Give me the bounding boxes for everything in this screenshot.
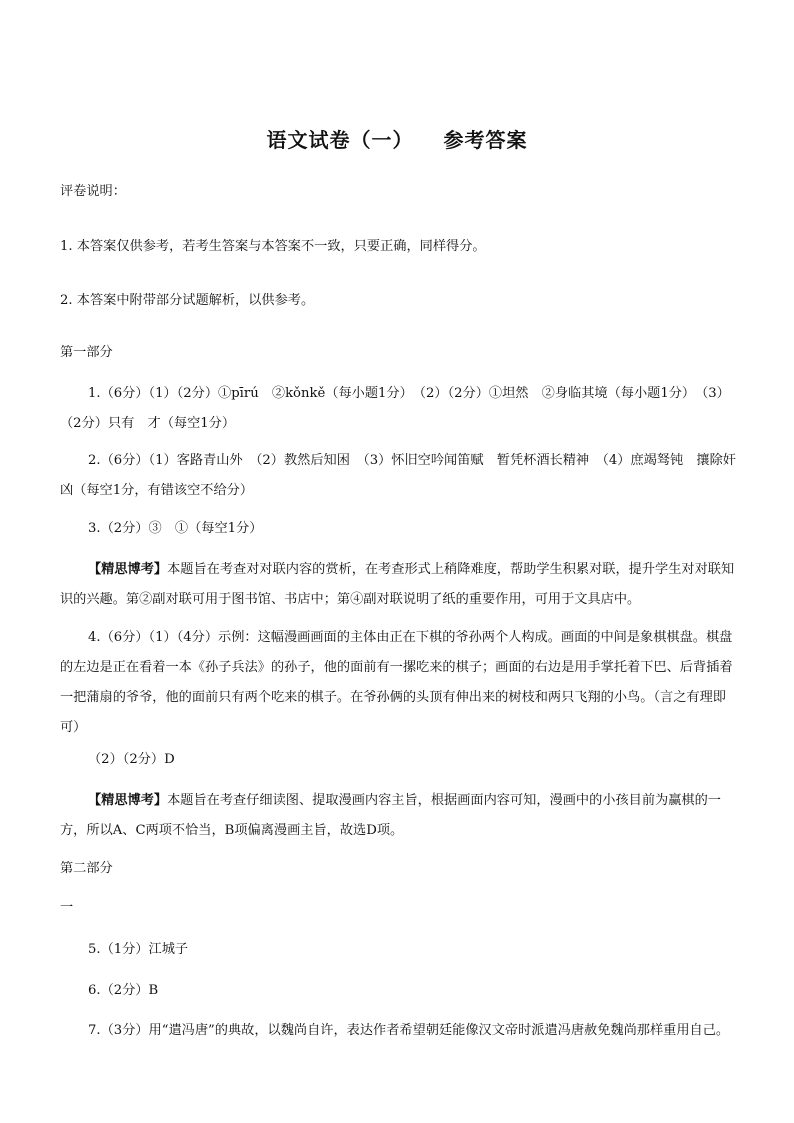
- rule-1: 1. 本答案仅供参考，若考生答案与本答案不一致，只要正确，同样得分。: [60, 239, 486, 254]
- rule-2: 2. 本答案中附带部分试题解析，以供参考。: [60, 293, 315, 308]
- question-1: 1.（6分）（1）（2分）①pīrú ②kǒnkě（每小题1分） （2）（2分）①坦然 ②身临其境（每小题1分） （3）（2分）只有 才（每空1分）: [60, 386, 730, 431]
- note-1-text: 本题旨在考查对对联内容的赏析，在考查形式上稍降难度，帮助学生积累对联，提升学生对对联知识的兴趣。第②副对联可用于图书馆、书店中；第④副对联说明了纸的重要作用，可用于文具店中。: [60, 562, 735, 607]
- question-6: 6.（2分）B: [88, 983, 159, 998]
- title-main: 语文试卷（一）: [266, 128, 414, 152]
- note-1-tag: 【精思博考】: [88, 562, 168, 577]
- part-one-heading: 第一部分: [60, 345, 113, 360]
- page-title: [0, 124, 794, 153]
- note-2-tag: 【精思博考】: [88, 793, 168, 808]
- question-5: 5.（1分）江城子: [88, 942, 189, 957]
- question-2: 2.（6分）（1）客路青山外 （2）教然后知困 （3）怀旧空吟闻笛赋 暂凭杯酒长精神 （4）庶竭驽钝 攘除奸凶（每空1分，有错该空不给分）: [60, 453, 736, 498]
- title-sub: 参考答案: [443, 128, 528, 152]
- question-7: 7.（3分）用“遣冯唐”的典故，以魏尚自许，表达作者希望朝廷能像汉文帝时派遣冯唐赦免魏尚那样重用自己。: [88, 1023, 730, 1038]
- note-1: [60, 555, 736, 615]
- question-3: 3.（2分）③ ①（每空1分）: [88, 521, 263, 536]
- part-two-heading: 第二部分: [60, 861, 113, 876]
- note-2-text: 本题旨在考查仔细读图、提取漫画内容主旨，根据画面内容可知，漫画中的小孩目前为赢棋的一方，所以A、C两项不恰当，B项偏离漫画主旨，故选D项。: [60, 793, 721, 838]
- note-2: [60, 786, 736, 846]
- rating-label: 评卷说明：: [60, 184, 126, 199]
- question-4: 4.（6分）（1）（4分）示例：这幅漫画画面的主体由正在下棋的爷孙两个人构成。画面的中间是象棋棋盘。棋盘的左边是正在看着一本《孙子兵法》的孙子，他的面前有一摞吃来的棋子；画面的右边是用手掌托着下巴、后背插着一把蒲扇的爷爷，他的面前只有两个吃来的棋子。在爷孙俩的头顶有伸出来的树枝和两只飞翔的小鸟。（言之有理即可）: [60, 630, 733, 735]
- question-4-part-2: （2）（2分）D: [88, 752, 175, 767]
- section-one-marker: 一: [60, 900, 74, 915]
